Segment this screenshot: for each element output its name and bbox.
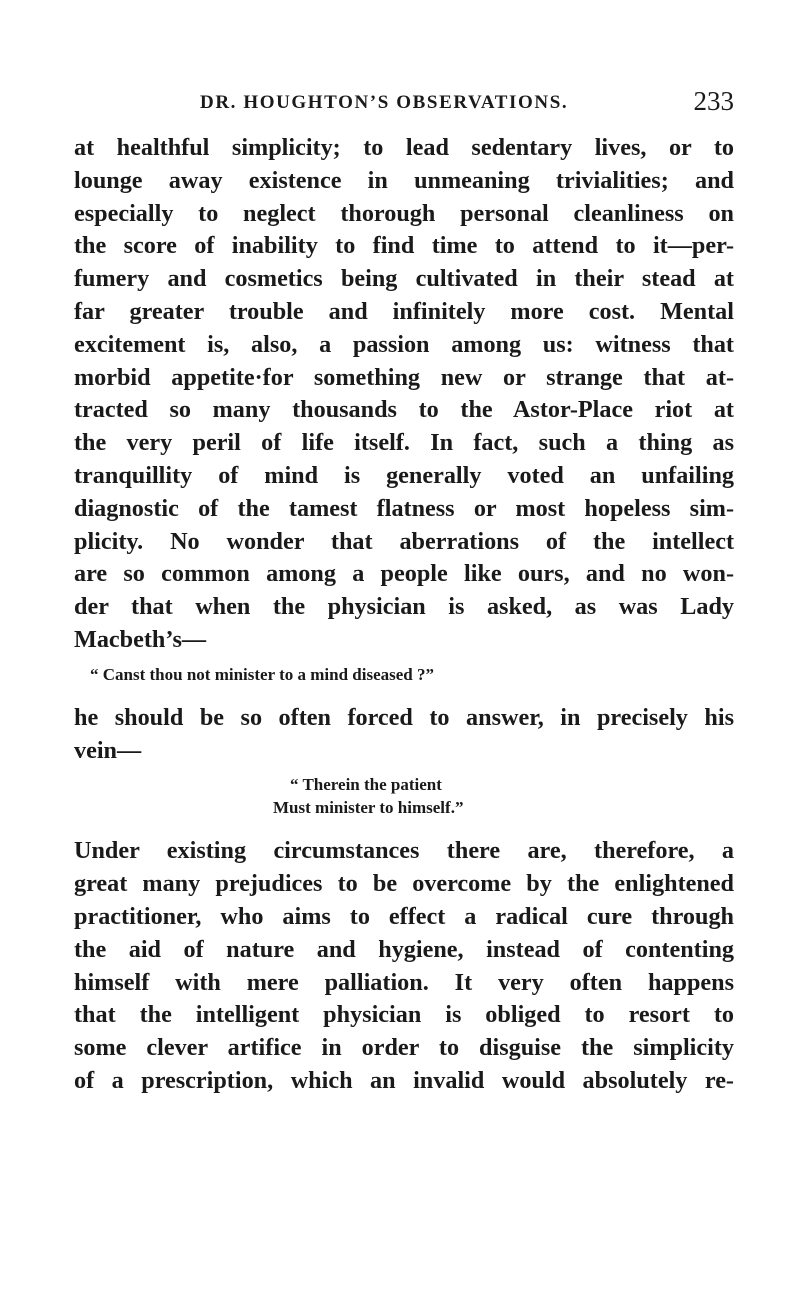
block-quote-2 xyxy=(74,773,734,819)
text-line: plicity. No wonder that aberrations of the intellect xyxy=(74,527,734,555)
quote-line: Must minister to himself.” xyxy=(273,798,464,818)
paragraph-3 xyxy=(74,835,734,1097)
paragraph-2 xyxy=(74,702,734,768)
paragraph-1 xyxy=(74,132,734,657)
text-line: practitioner, who aims to effect a radical cure through xyxy=(74,902,734,930)
text-line: tracted so many thousands to the Astor-Place riot at xyxy=(74,396,734,424)
text-line: lounge away existence in unmeaning trivialities; and xyxy=(74,166,734,194)
text-line: der that when the physician is asked, as was Lady xyxy=(74,593,734,621)
running-header xyxy=(74,88,734,118)
text-line: excitement is, also, a passion among us: witness that xyxy=(74,330,734,358)
page-number: 233 xyxy=(693,86,734,116)
text-line: diagnostic of the tamest flatness or most hopeless sim- xyxy=(74,494,734,522)
text-line: some clever artifice in order to disguise the simplicity xyxy=(74,1034,734,1062)
running-title: DR. HOUGHTON’S OBSERVATIONS. xyxy=(200,92,569,113)
block-quote-1: “ Canst thou not minister to a mind diseased ?” xyxy=(90,664,434,684)
text-line: of a prescription, which an invalid would absolutely re- xyxy=(74,1066,734,1094)
text-line: the score of inability to find time to attend to it—per- xyxy=(74,232,734,260)
text-line: morbid appetite·for something new or strange that at- xyxy=(74,363,734,391)
text-line: Under existing circumstances there are, therefore, a xyxy=(74,837,734,865)
text-line: the very peril of life itself. In fact, such a thing as xyxy=(74,429,734,457)
text-line: vein— xyxy=(74,736,142,764)
text-line: the aid of nature and hygiene, instead of contenting xyxy=(74,935,734,963)
text-line: at healthful simplicity; to lead sedentary lives, or to xyxy=(74,134,734,161)
text-line: tranquillity of mind is generally voted an unfailing xyxy=(74,461,734,489)
text-line: fumery and cosmetics being cultivated in their stead at xyxy=(74,265,734,293)
text-line: great many prejudices to be overcome by the enlightened xyxy=(74,870,734,898)
text-line: that the intelligent physician is obliged to resort to xyxy=(74,1001,734,1029)
text-line: Macbeth’s— xyxy=(74,625,207,653)
book-page xyxy=(74,88,734,1098)
quote-line: “ Therein the patient xyxy=(290,775,442,795)
text-line: himself with mere palliation. It very often happens xyxy=(74,968,734,996)
text-line: especially to neglect thorough personal cleanliness on xyxy=(74,199,734,227)
text-line: far greater trouble and infinitely more cost. Mental xyxy=(74,297,734,325)
text-line: are so common among a people like ours, and no won- xyxy=(74,560,734,588)
text-line: he should be so often forced to answer, in precisely his xyxy=(74,703,734,731)
